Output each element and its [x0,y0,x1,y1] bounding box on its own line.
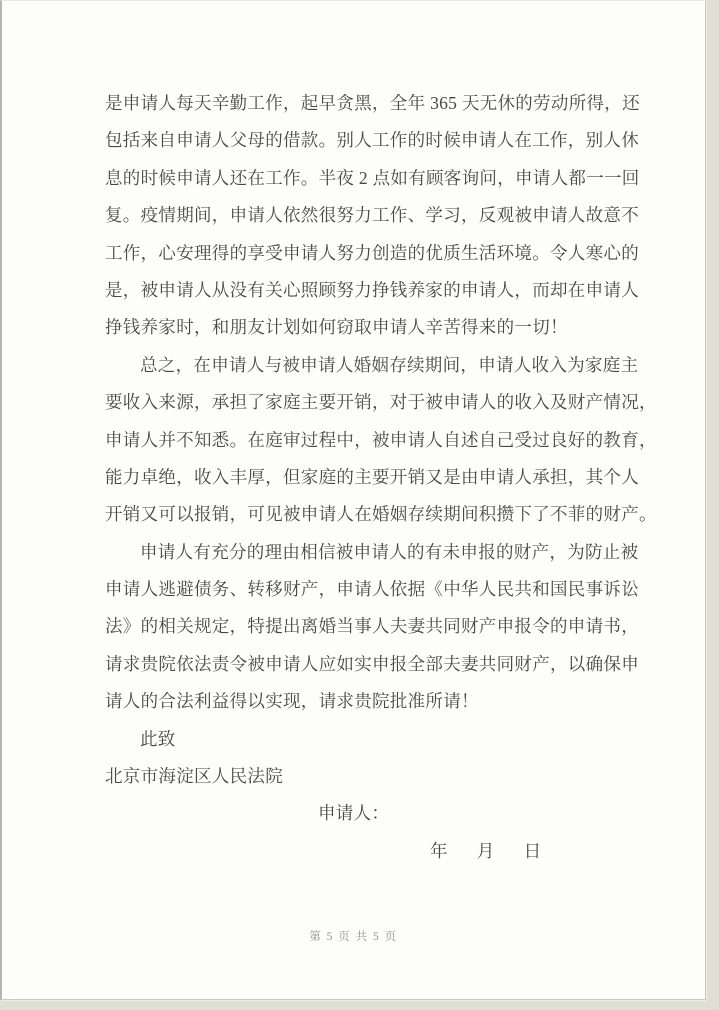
body-line: 是，被申请人从没有关心照顾努力挣钱养家的申请人，而却在申请人 [105,279,639,300]
salute-line: 此致 [140,728,176,749]
date-day-label: 日 [523,840,542,861]
body-line: 挣钱养家时，和朋友计划如何窃取申请人辛苦得来的一切！ [105,317,568,338]
body-line: 包括来自申请人父母的借款。别人工作的时候申请人在工作，别人休 [105,130,639,151]
body-line: 总之，在申请人与被申请人婚姻存续期间，申请人收入为家庭主 [140,354,639,375]
page-footer [2,928,705,945]
body-line: 申请人逃避债务、转移财产，申请人依据《中华人民共和国民事诉讼 [105,579,639,600]
body-line: 能力卓绝，收入丰厚，但家庭的主要开销又是由申请人承担，其个人 [105,466,639,487]
date-month-label: 月 [476,840,495,861]
body-line: 工作，心安理得的享受申请人努力创造的优质生活环境。令人寒心的 [105,242,639,263]
applicant-signature-line: 申请人： [318,803,390,824]
body-line: 开销又可以报销，可见被申请人在婚姻存续期间积攒下了不菲的财产。 [105,504,657,525]
page-indicator: 第 5 页 共 5 页 [309,931,398,943]
body-line: 息的时候申请人还在工作。半夜 2 点如有顾客询问，申请人都一一回 [105,167,640,188]
body-line: 申请人并不知悉。在庭审过程中，被申请人自述自己受过良好的教育， [105,429,657,450]
body-line: 复。疫情期间，申请人依然很努力工作、学习，反观被申请人故意不 [105,205,639,226]
date-line [105,833,641,870]
document-body [105,85,657,870]
date-year-label: 年 [430,840,448,861]
court-name-line: 北京市海淀区人民法院 [105,766,283,787]
body-line: 是申请人每天辛勤工作，起早贪黑，全年 365 天无休的劳动所得，还 [105,93,640,113]
body-line: 要收入来源，承担了家庭主要开销，对于被申请人的收入及财产情况， [105,392,657,413]
body-line: 法》的相关规定，特提出离婚当事人夫妻共同财产申报令的申请书， [105,616,639,637]
body-line: 请人的合法利益得以实现，请求贵院批准所请！ [105,691,479,712]
body-line: 请求贵院依法责令被申请人应如实申报全部夫妻共同财产，以确保申 [105,653,639,674]
body-line: 申请人有充分的理由相信被申请人的有未申报的财产，为防止被 [140,541,639,562]
